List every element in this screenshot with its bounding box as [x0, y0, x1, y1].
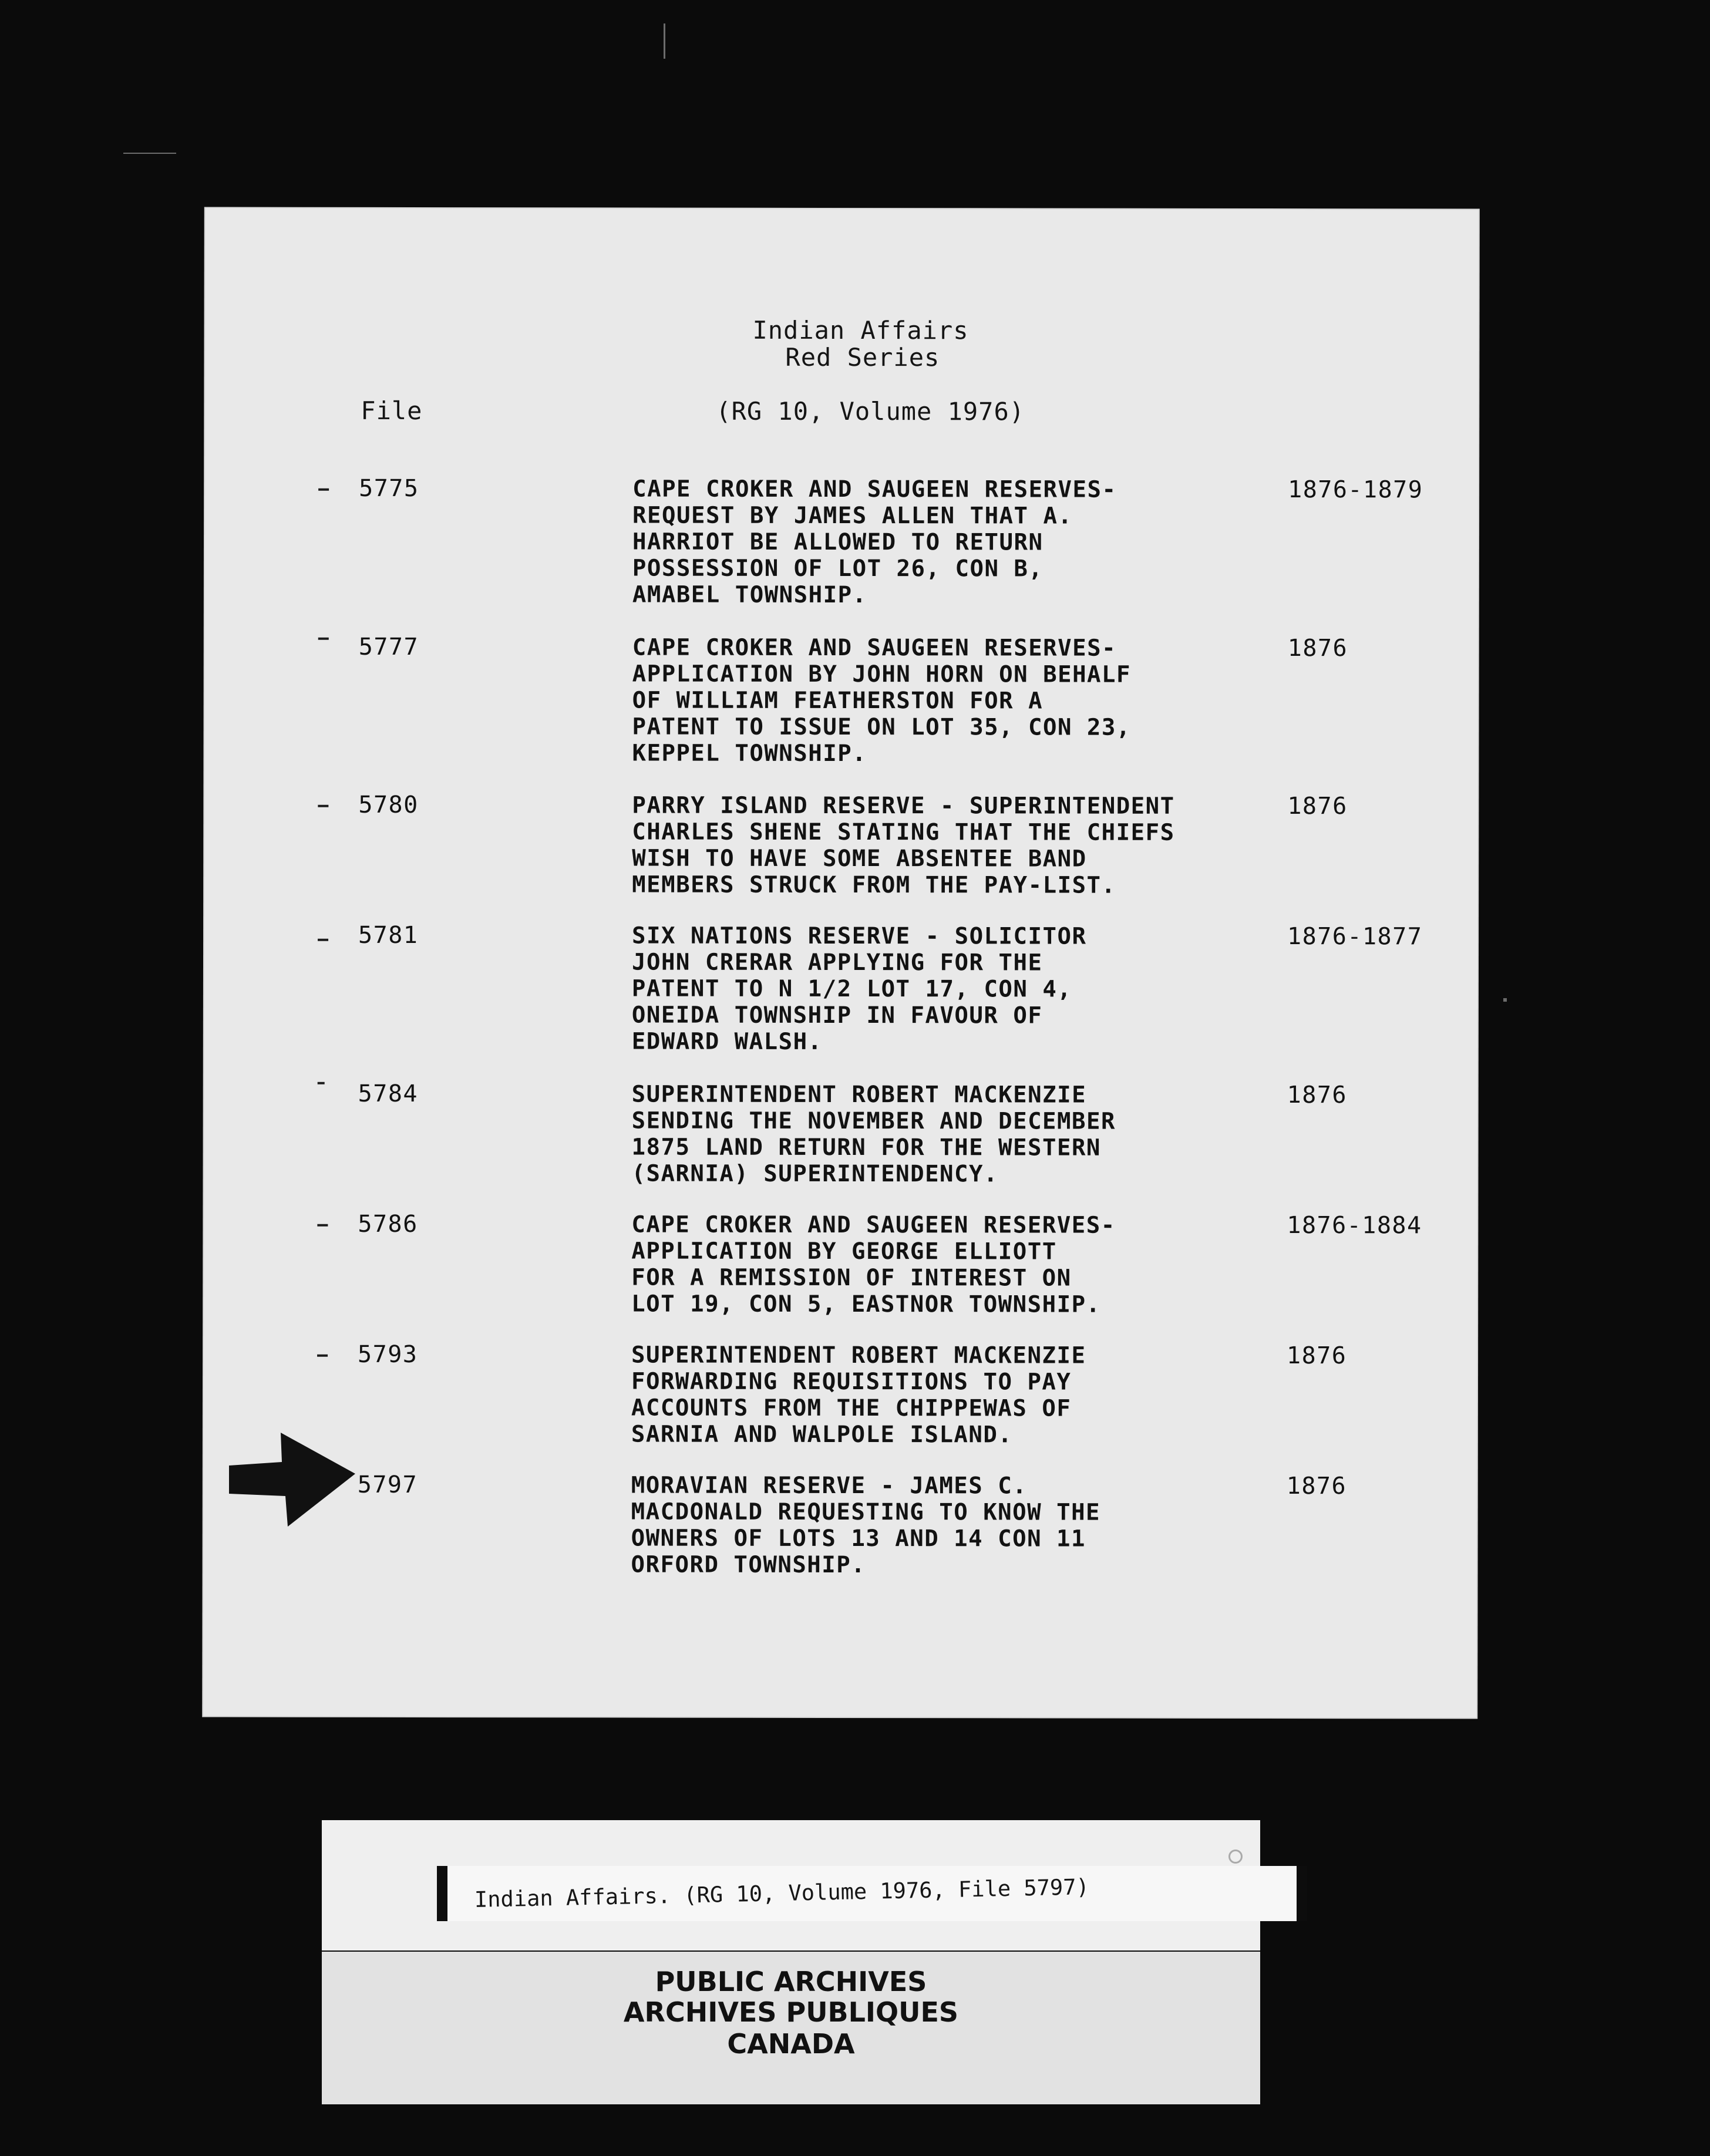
- file-description: SUPERINTENDENT ROBERT MACKENZIE SENDING THE NOVEMBER AND DECEMBER 1875 LAND RETURN FOR THE WESTERN (SARNIA) SUPERINTENDENCY.: [631, 1081, 1116, 1188]
- check-mark: [318, 805, 328, 807]
- check-mark: [317, 1355, 328, 1357]
- file-dates: 1876-1877: [1287, 923, 1423, 951]
- file-number: 5793: [358, 1340, 418, 1368]
- file-entry: [204, 1080, 1477, 1188]
- file-number: 5777: [358, 633, 419, 661]
- file-dates: 1876: [1287, 635, 1348, 662]
- file-dates: 1876: [1287, 1082, 1348, 1109]
- film-scratch: [1503, 998, 1507, 1002]
- file-number: 5797: [357, 1471, 418, 1498]
- file-entry: [204, 1340, 1477, 1448]
- page-subtitle: Red Series: [785, 342, 940, 372]
- file-entry: [205, 633, 1478, 767]
- file-dates: 1876-1884: [1287, 1212, 1422, 1239]
- file-reference-label: Indian Affairs. (RG 10, Volume 1976, File 5797): [474, 1874, 1090, 1912]
- check-mark: [318, 1082, 325, 1084]
- file-entry: [204, 921, 1477, 1055]
- file-dates: 1876-1879: [1288, 476, 1423, 504]
- document-page: [203, 208, 1479, 1717]
- file-entry: [205, 474, 1478, 609]
- circle-mark: [1228, 1850, 1243, 1864]
- check-mark: [318, 939, 328, 941]
- file-number: 5781: [358, 921, 419, 949]
- file-description: CAPE CROKER AND SAUGEEN RESERVES- REQUEST BY JAMES ALLEN THAT A. HARRIOT BE ALLOWED TO RETURN POSSESSION OF LOT 26, CON B, AMABEL TOWNSHIP.: [632, 476, 1117, 609]
- file-description: PARRY ISLAND RESERVE - SUPERINTENDENT CHARLES SHENE STATING THAT THE CHIEFS WISH TO HAVE SOME ABSENTEE BAND MEMBERS STRUCK FROM THE PAY-LIST.: [632, 792, 1175, 899]
- file-number: 5784: [358, 1080, 419, 1107]
- file-column-header: File: [361, 396, 423, 426]
- file-number: 5780: [358, 791, 419, 818]
- file-dates: 1876: [1287, 1342, 1347, 1370]
- file-dates: 1876: [1287, 793, 1348, 820]
- film-scratch: [123, 153, 176, 154]
- archives-line-country: CANADA: [727, 2028, 855, 2060]
- file-entry: [204, 791, 1477, 899]
- film-scratch: [664, 23, 665, 59]
- arrow-right-icon: [229, 1433, 355, 1527]
- file-description: MORAVIAN RESERVE - JAMES C. MACDONALD REQUESTING TO KNOW THE OWNERS OF LOTS 13 AND 14 CON 11 ORFORD TOWNSHIP.: [631, 1472, 1101, 1579]
- file-description: SIX NATIONS RESERVE - SOLICITOR JOHN CRERAR APPLYING FOR THE PATENT TO N 1/2 LOT 17, CON 4, ONEIDA TOWNSHIP IN FAVOUR OF EDWARD WALSH.: [631, 922, 1087, 1055]
- page-title: Indian Affairs: [752, 315, 969, 345]
- volume-reference: (RG 10, Volume 1976): [716, 396, 1025, 426]
- archives-stamp: [322, 1952, 1260, 2104]
- check-mark: [317, 1224, 328, 1227]
- file-description: SUPERINTENDENT ROBERT MACKENZIE FORWARDING REQUISITIONS TO PAY ACCOUNTS FROM THE CHIPPEWAS OF SARNIA AND WALPOLE ISLAND.: [631, 1342, 1086, 1448]
- file-number: 5786: [358, 1210, 418, 1238]
- file-entry-highlighted: [204, 1471, 1477, 1579]
- file-description: CAPE CROKER AND SAUGEEN RESERVES- APPLICATION BY JOHN HORN ON BEHALF OF WILLIAM FEATHERSTON FOR A PATENT TO ISSUE ON LOT 35, CON 23, KEPPEL TOWNSHIP.: [632, 634, 1132, 767]
- file-entry: [204, 1210, 1477, 1318]
- file-description: CAPE CROKER AND SAUGEEN RESERVES- APPLICATION BY GEORGE ELLIOTT FOR A REMISSION OF INTEREST ON LOT 19, CON 5, EASTNOR TOWNSHIP.: [631, 1211, 1116, 1318]
- file-number: 5775: [359, 474, 419, 502]
- check-mark: [318, 638, 329, 640]
- check-mark: [318, 489, 329, 491]
- file-dates: 1876: [1286, 1473, 1347, 1500]
- archives-line-french: ARCHIVES PUBLIQUES: [623, 1996, 959, 2028]
- archives-line-english: PUBLIC ARCHIVES: [655, 1966, 927, 1997]
